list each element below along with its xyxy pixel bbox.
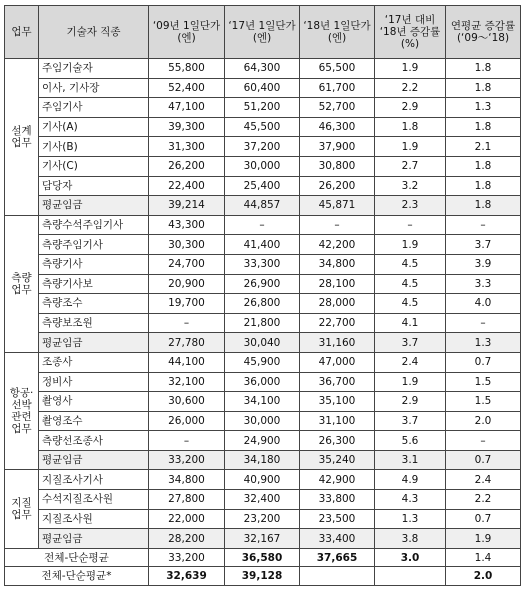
wage-17-cell: 30,040 — [225, 333, 300, 353]
job-type-cell: 측량기사 — [39, 254, 149, 274]
header-wage-18: ‘18년 1일단가(엔) — [300, 6, 375, 59]
wage-17-cell: 34,180 — [225, 450, 300, 470]
job-type-cell: 주임기사 — [39, 98, 149, 118]
wage-09-cell: 33,200 — [149, 450, 225, 470]
job-type-cell: 정비사 — [39, 372, 149, 392]
yoy-change-cell: 2.3 — [375, 196, 446, 216]
annual-change-cell: 1.8 — [446, 196, 521, 216]
job-type-cell: 지질조사기사 — [39, 470, 149, 490]
table-row — [5, 156, 521, 176]
category-cell: 측량 업무 — [5, 215, 39, 352]
annual-change-cell: 0.7 — [446, 352, 521, 372]
job-type-cell: 수석지질조사원 — [39, 490, 149, 510]
category-cell: 항공· 선박 관련 업무 — [5, 352, 39, 470]
job-type-cell: 지질조사원 — [39, 509, 149, 529]
wage-18-cell: 61,700 — [300, 78, 375, 98]
wage-17-cell: 23,200 — [225, 509, 300, 529]
job-type-cell: 평균임금 — [39, 333, 149, 353]
wage-09-cell: 22,000 — [149, 509, 225, 529]
wage-17-cell: 24,900 — [225, 431, 300, 451]
table-row — [5, 235, 521, 255]
job-type-cell: 측량기사보 — [39, 274, 149, 294]
wage-18-cell: 52,700 — [300, 98, 375, 118]
wage-18-cell: 36,700 — [300, 372, 375, 392]
table-row — [5, 176, 521, 196]
wage-09-cell: 31,300 — [149, 137, 225, 157]
average-row — [5, 529, 521, 549]
wage-18-cell: 26,200 — [300, 176, 375, 196]
yoy-change-cell: 3.2 — [375, 176, 446, 196]
yoy-change-cell: 2.7 — [375, 156, 446, 176]
wage-18-cell: 47,000 — [300, 352, 375, 372]
wage-17-cell: 36,000 — [225, 372, 300, 392]
wage-18-cell: 33,400 — [300, 529, 375, 549]
annual-change-cell: 1.8 — [446, 59, 521, 79]
wage-17-cell: 26,800 — [225, 294, 300, 314]
yoy-change-cell: 3.1 — [375, 450, 446, 470]
wage-09-cell: 22,400 — [149, 176, 225, 196]
job-type-cell: 이사, 기사장 — [39, 78, 149, 98]
annual-change-cell: 1.8 — [446, 78, 521, 98]
wage-17-cell: 40,900 — [225, 470, 300, 490]
wage-17-cell: 39,128 — [225, 567, 300, 586]
wage-09-cell: 43,300 — [149, 215, 225, 235]
total-label-cell: 전체-단순평균 — [5, 548, 149, 567]
total-row — [5, 548, 521, 567]
job-type-cell: 기사(B) — [39, 137, 149, 157]
wage-09-cell: 47,100 — [149, 98, 225, 118]
wage-18-cell: 46,300 — [300, 117, 375, 137]
annual-change-cell: 4.0 — [446, 294, 521, 314]
annual-change-cell: 2.0 — [446, 567, 521, 586]
header-wage-09: ‘09년 1일단가(엔) — [149, 6, 225, 59]
table-row — [5, 59, 521, 79]
job-type-cell: 조종사 — [39, 352, 149, 372]
wage-17-cell: 21,800 — [225, 313, 300, 333]
wage-17-cell: 64,300 — [225, 59, 300, 79]
wage-17-cell: 30,000 — [225, 156, 300, 176]
yoy-change-cell: 3.8 — [375, 529, 446, 549]
wage-17-cell: 32,167 — [225, 529, 300, 549]
wage-18-cell: 35,100 — [300, 392, 375, 412]
header-job-type: 기술자 직종 — [39, 6, 149, 59]
annual-change-cell: – — [446, 313, 521, 333]
annual-change-cell: 3.9 — [446, 254, 521, 274]
table-row — [5, 313, 521, 333]
table-row — [5, 392, 521, 412]
table-row — [5, 470, 521, 490]
job-type-cell: 측량보조원 — [39, 313, 149, 333]
wage-09-cell: 30,600 — [149, 392, 225, 412]
wage-18-cell: 42,900 — [300, 470, 375, 490]
yoy-change-cell: 4.9 — [375, 470, 446, 490]
wage-17-cell: 30,000 — [225, 411, 300, 431]
wage-18-cell: 37,900 — [300, 137, 375, 157]
wage-09-cell: 28,200 — [149, 529, 225, 549]
wage-09-cell: 26,000 — [149, 411, 225, 431]
annual-change-cell: 2.4 — [446, 470, 521, 490]
yoy-change-cell: 2.9 — [375, 392, 446, 412]
wage-09-cell: 24,700 — [149, 254, 225, 274]
annual-change-cell: 3.7 — [446, 235, 521, 255]
annual-change-cell: 2.0 — [446, 411, 521, 431]
job-type-cell: 측량조수 — [39, 294, 149, 314]
wage-09-cell: 33,200 — [149, 548, 225, 567]
wage-18-cell: 37,665 — [300, 548, 375, 567]
annual-change-cell: 1.3 — [446, 333, 521, 353]
wage-18-cell: 34,800 — [300, 254, 375, 274]
table-row — [5, 137, 521, 157]
header-business: 업무 — [5, 6, 39, 59]
job-type-cell: 촬영사 — [39, 392, 149, 412]
annual-change-cell: 1.8 — [446, 156, 521, 176]
annual-change-cell: 2.2 — [446, 490, 521, 510]
yoy-change-cell: 1.9 — [375, 235, 446, 255]
average-row — [5, 450, 521, 470]
yoy-change-cell: 4.5 — [375, 254, 446, 274]
wage-17-cell: 41,400 — [225, 235, 300, 255]
wage-18-cell — [300, 567, 375, 586]
wage-18-cell: 23,500 — [300, 509, 375, 529]
category-cell: 설계 업무 — [5, 59, 39, 216]
wage-18-cell: 28,100 — [300, 274, 375, 294]
wage-09-cell: 34,800 — [149, 470, 225, 490]
annual-change-cell: 2.1 — [446, 137, 521, 157]
wage-17-cell: 26,900 — [225, 274, 300, 294]
wage-09-cell: 27,780 — [149, 333, 225, 353]
wage-18-cell: 65,500 — [300, 59, 375, 79]
yoy-change-cell: 2.2 — [375, 78, 446, 98]
job-type-cell: 주임기술자 — [39, 59, 149, 79]
wage-18-cell: 31,100 — [300, 411, 375, 431]
job-type-cell: 촬영조수 — [39, 411, 149, 431]
total-row — [5, 567, 521, 586]
wage-09-cell: 27,800 — [149, 490, 225, 510]
yoy-change-cell: 1.9 — [375, 59, 446, 79]
annual-change-cell: 1.3 — [446, 98, 521, 118]
yoy-change-cell: 1.8 — [375, 117, 446, 137]
wage-18-cell: 33,800 — [300, 490, 375, 510]
job-type-cell: 측량선조종사 — [39, 431, 149, 451]
wage-17-cell: 32,400 — [225, 490, 300, 510]
wage-17-cell: 44,857 — [225, 196, 300, 216]
wage-18-cell: 31,160 — [300, 333, 375, 353]
wage-17-cell: 37,200 — [225, 137, 300, 157]
table-row — [5, 411, 521, 431]
wage-09-cell: 44,100 — [149, 352, 225, 372]
wage-18-cell: 35,240 — [300, 450, 375, 470]
wage-18-cell: 45,871 — [300, 196, 375, 216]
wage-18-cell: – — [300, 215, 375, 235]
annual-change-cell: – — [446, 215, 521, 235]
table-row — [5, 98, 521, 118]
header-row — [5, 6, 521, 59]
wage-17-cell: 45,900 — [225, 352, 300, 372]
annual-change-cell: 0.7 — [446, 450, 521, 470]
wage-09-cell: 26,200 — [149, 156, 225, 176]
total-label-cell: 전체-단순평균* — [5, 567, 149, 586]
wage-17-cell: – — [225, 215, 300, 235]
yoy-change-cell: 3.7 — [375, 411, 446, 431]
wage-18-cell: 30,800 — [300, 156, 375, 176]
wage-09-cell: 32,639 — [149, 567, 225, 586]
job-type-cell: 측량수석주임기사 — [39, 215, 149, 235]
yoy-change-cell: 3.7 — [375, 333, 446, 353]
yoy-change-cell: 2.4 — [375, 352, 446, 372]
wage-17-cell: 51,200 — [225, 98, 300, 118]
wage-17-cell: 25,400 — [225, 176, 300, 196]
wage-09-cell: 30,300 — [149, 235, 225, 255]
wage-17-cell: 45,500 — [225, 117, 300, 137]
job-type-cell: 측량주임기사 — [39, 235, 149, 255]
header-yoy-change: ‘17년 대비 ‘18년 증감률(%) — [375, 6, 446, 59]
table-row — [5, 431, 521, 451]
annual-change-cell: 1.8 — [446, 176, 521, 196]
job-type-cell: 기사(A) — [39, 117, 149, 137]
wage-18-cell: 28,000 — [300, 294, 375, 314]
yoy-change-cell — [375, 567, 446, 586]
table-row — [5, 78, 521, 98]
wage-17-cell: 33,300 — [225, 254, 300, 274]
job-type-cell: 평균임금 — [39, 196, 149, 216]
table-row — [5, 254, 521, 274]
wage-09-cell: 32,100 — [149, 372, 225, 392]
header-wage-17: ‘17년 1일단가(엔) — [225, 6, 300, 59]
table-row — [5, 117, 521, 137]
annual-change-cell: 3.3 — [446, 274, 521, 294]
average-row — [5, 333, 521, 353]
table-body — [5, 59, 521, 586]
yoy-change-cell: 2.9 — [375, 98, 446, 118]
wage-18-cell: 42,200 — [300, 235, 375, 255]
yoy-change-cell: – — [375, 215, 446, 235]
yoy-change-cell: 4.5 — [375, 274, 446, 294]
wage-09-cell: – — [149, 313, 225, 333]
table-row — [5, 294, 521, 314]
table-row — [5, 215, 521, 235]
wage-09-cell: 52,400 — [149, 78, 225, 98]
yoy-change-cell: 1.9 — [375, 137, 446, 157]
wage-09-cell: 20,900 — [149, 274, 225, 294]
yoy-change-cell: 3.0 — [375, 548, 446, 567]
job-type-cell: 평균임금 — [39, 450, 149, 470]
yoy-change-cell: 5.6 — [375, 431, 446, 451]
average-row — [5, 196, 521, 216]
annual-change-cell: 1.9 — [446, 529, 521, 549]
wage-09-cell: 39,300 — [149, 117, 225, 137]
wage-09-cell: 39,214 — [149, 196, 225, 216]
yoy-change-cell: 4.5 — [375, 294, 446, 314]
wage-09-cell: – — [149, 431, 225, 451]
wage-17-cell: 36,580 — [225, 548, 300, 567]
wage-09-cell: 55,800 — [149, 59, 225, 79]
wage-17-cell: 60,400 — [225, 78, 300, 98]
annual-change-cell: 1.5 — [446, 372, 521, 392]
table-row — [5, 509, 521, 529]
category-cell: 지질 업무 — [5, 470, 39, 548]
wage-table — [4, 5, 521, 586]
annual-change-cell: 0.7 — [446, 509, 521, 529]
wage-18-cell: 26,300 — [300, 431, 375, 451]
annual-change-cell: 1.5 — [446, 392, 521, 412]
yoy-change-cell: 1.3 — [375, 509, 446, 529]
job-type-cell: 담당자 — [39, 176, 149, 196]
yoy-change-cell: 1.9 — [375, 372, 446, 392]
yoy-change-cell: 4.3 — [375, 490, 446, 510]
wage-18-cell: 22,700 — [300, 313, 375, 333]
header-annual-change: 연평균 증감률 (‘09～‘18) — [446, 6, 521, 59]
table-row — [5, 274, 521, 294]
job-type-cell: 기사(C) — [39, 156, 149, 176]
annual-change-cell: – — [446, 431, 521, 451]
wage-17-cell: 34,100 — [225, 392, 300, 412]
wage-09-cell: 19,700 — [149, 294, 225, 314]
table-row — [5, 490, 521, 510]
table-row — [5, 352, 521, 372]
job-type-cell: 평균임금 — [39, 529, 149, 549]
annual-change-cell: 1.8 — [446, 117, 521, 137]
yoy-change-cell: 4.1 — [375, 313, 446, 333]
table-row — [5, 372, 521, 392]
annual-change-cell: 1.4 — [446, 548, 521, 567]
